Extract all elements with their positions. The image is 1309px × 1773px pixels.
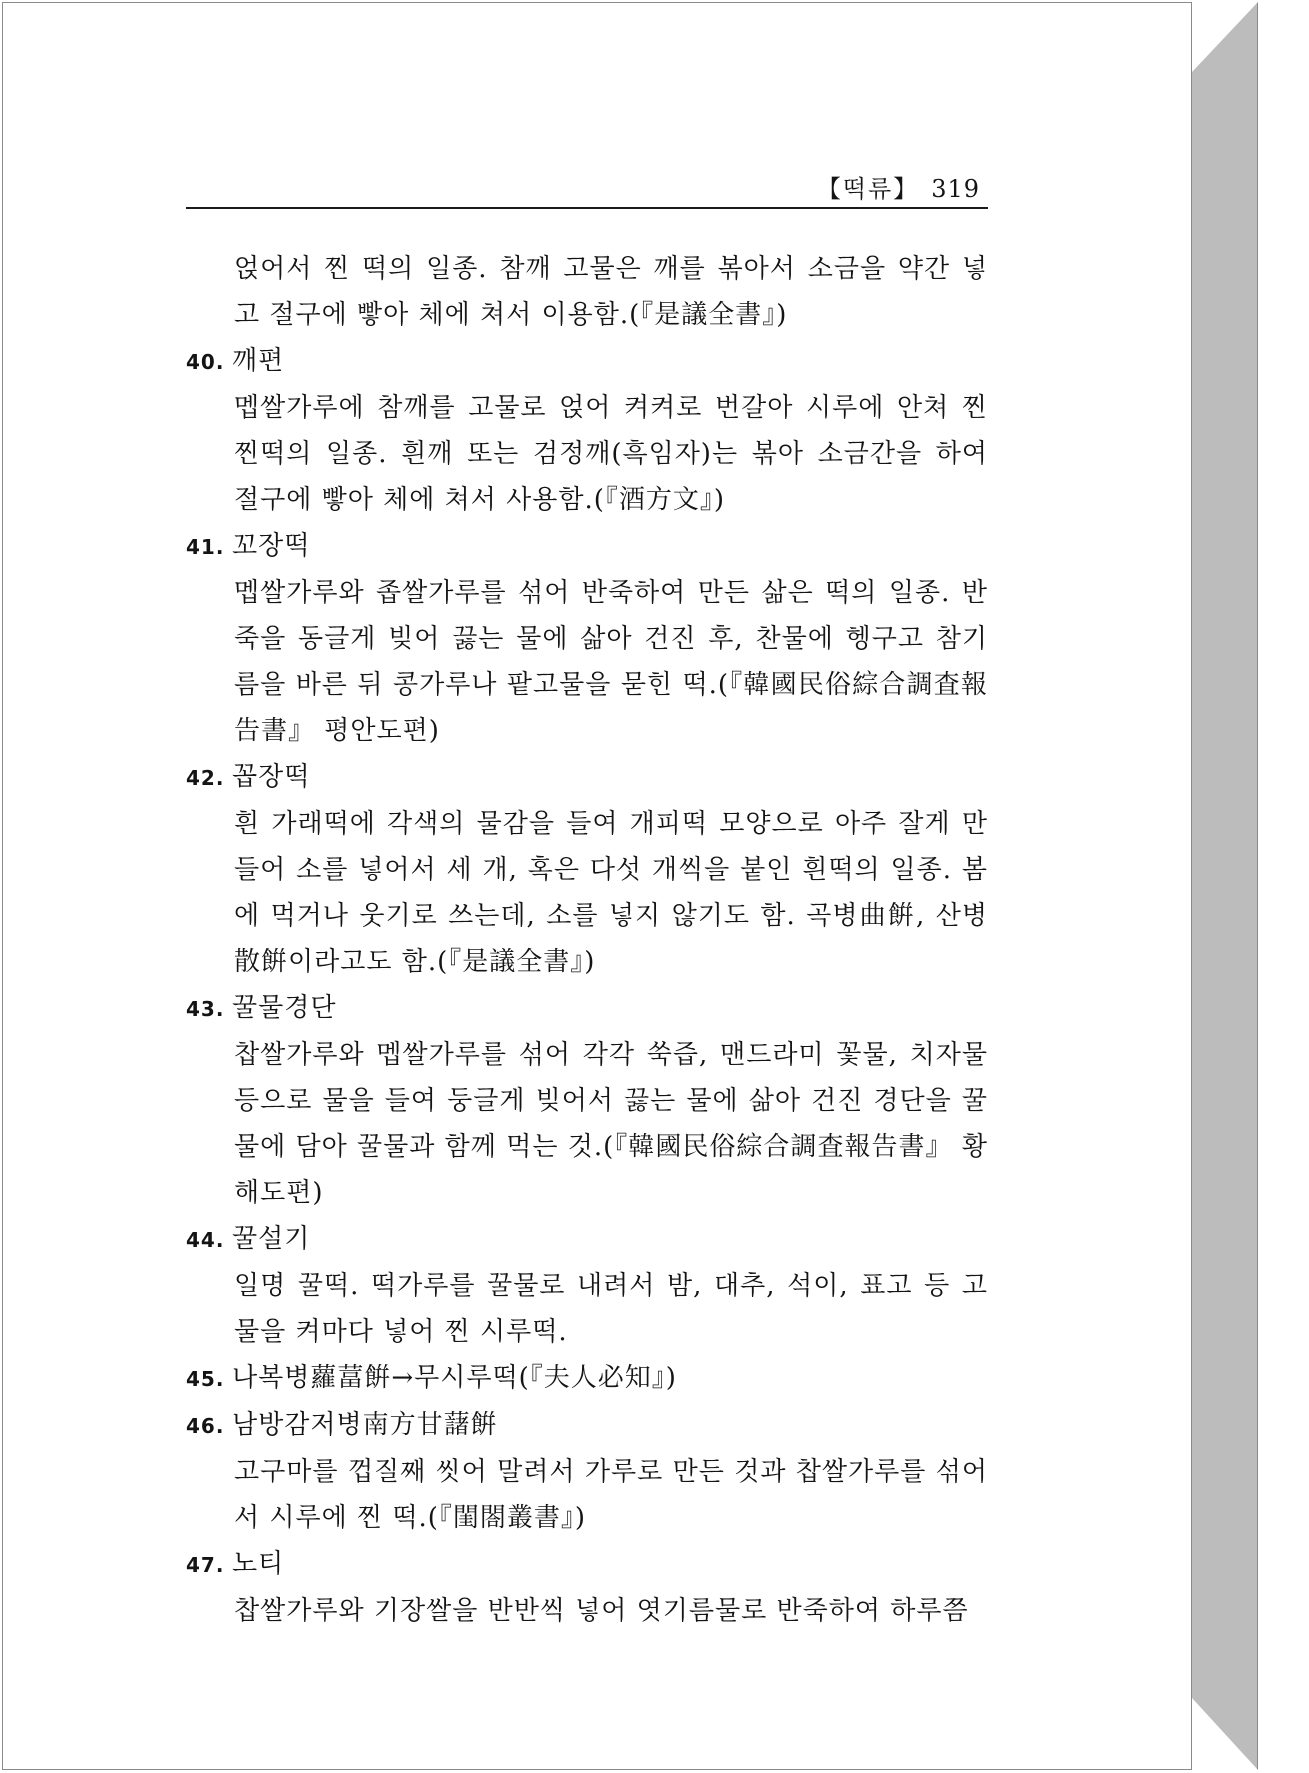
entry-title: 노티 [232, 1549, 285, 1579]
entry-title: 나복병蘿葍餠→무시루떡(『夫人必知』) [232, 1363, 677, 1393]
entry-title: 꼽장떡 [232, 762, 311, 792]
page-stack-bottom-corner [1192, 1698, 1258, 1770]
entry-text: 찹쌀가루와 기장쌀을 반반씩 넣어 엿기름물로 반죽하여 하루쯤 [234, 1596, 969, 1626]
entry-number: 45. [186, 1367, 225, 1391]
entry-title: 꿀설기 [232, 1224, 311, 1254]
entry [186, 1402, 988, 1541]
entry-text: 찹쌀가루와 멥쌀가루를 섞어 각각 쑥즙, 맨드라미 꽃물, 치자물 등으로 물을 들여 둥글게 빚어서 끓는 물에 삶아 건진 경단을 꿀물에 담아 꿀물과 함께 먹는 것.(『韓國民俗綜合調査報告書』 황해도편) [234, 1040, 988, 1208]
entry-number: 43. [186, 997, 225, 1021]
entry-number: 46. [186, 1414, 225, 1438]
entry [186, 754, 988, 985]
entry-heading [186, 1402, 988, 1449]
entry-number: 42. [186, 766, 225, 790]
entry [186, 985, 988, 1216]
entry-heading [186, 1541, 988, 1588]
header-rule [186, 207, 988, 209]
entry [186, 1355, 988, 1402]
page-number: 319 [931, 175, 980, 203]
entry-heading [186, 338, 988, 385]
entry-heading [186, 985, 988, 1032]
entry-heading [186, 523, 988, 570]
entry-title: 남방감저병南方甘藷餠 [232, 1410, 498, 1440]
running-header [817, 169, 980, 204]
entry-heading [186, 1355, 988, 1402]
entry-number: 41. [186, 535, 225, 559]
entry-text: 멥쌀가루와 좁쌀가루를 섞어 반죽하여 만든 삶은 떡의 일종. 반죽을 동글게 빚어 끓는 물에 삶아 건진 후, 찬물에 헹구고 참기름을 바른 뒤 콩가루나 팥고물을 묻힌 떡.(『韓國民俗綜合調査報告書』 평안도편) [234, 578, 988, 746]
continued-text: 얹어서 찐 떡의 일종. 참깨 고물은 깨를 볶아서 소금을 약간 넣고 절구에 빻아 체에 쳐서 이용함.(『是議全書』) [234, 254, 988, 330]
entry-title: 꼬장떡 [232, 531, 311, 561]
entry-number: 47. [186, 1553, 225, 1577]
entry [186, 1216, 988, 1355]
entry-text: 고구마를 껍질째 씻어 말려서 가루로 만든 것과 찹쌀가루를 섞어서 시루에 찐 떡.(『閨閤叢書』) [234, 1457, 988, 1533]
entry-number: 40. [186, 350, 225, 374]
entry-text: 일명 꿀떡. 떡가루를 꿀물로 내려서 밤, 대추, 석이, 표고 등 고물을 켜마다 넣어 찐 시루떡. [234, 1271, 988, 1347]
page-stack-edge [1192, 2, 1258, 1770]
content [186, 246, 988, 1634]
entry-number: 44. [186, 1228, 225, 1252]
entry [186, 1541, 988, 1634]
entry-title: 깨편 [232, 346, 285, 376]
entry-heading [186, 754, 988, 801]
entry-title: 꿀물경단 [232, 993, 337, 1023]
entry [186, 338, 988, 523]
section-label: 【떡류】 [816, 175, 920, 203]
entry-text: 흰 가래떡에 각색의 물감을 들여 개피떡 모양으로 아주 잘게 만들어 소를 넣어서 세 개, 혹은 다섯 개씩을 붙인 흰떡의 일종. 봄에 먹거나 웃기로 쓰는데, 소를 넣지 않기도 함. 곡병曲餠, 산병散餠이라고도 함.(『是議全書』) [234, 809, 988, 977]
entry-heading [186, 1216, 988, 1263]
page-stack-top-corner [1192, 2, 1258, 72]
entry-text: 멥쌀가루에 참깨를 고물로 얹어 켜켜로 번갈아 시루에 안쳐 찐 찐떡의 일종. 흰깨 또는 검정깨(흑임자)는 볶아 소금간을 하여 절구에 빻아 체에 쳐서 사용함.(『酒方文』) [234, 393, 988, 515]
entry [186, 523, 988, 754]
